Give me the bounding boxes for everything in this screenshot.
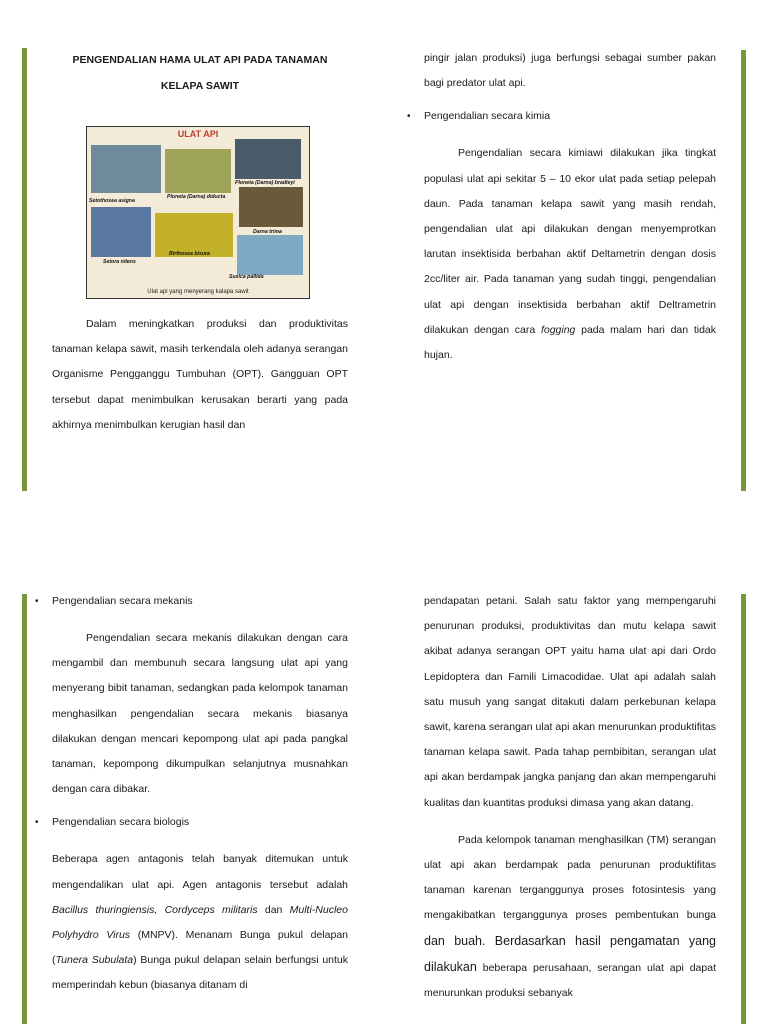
tm-text-large: dan buah. Berdasarkan hasil pengamatan yang dilakukan [424, 933, 716, 974]
mekanis-paragraph: Pengendalian secara mekanis dilakukan dengan cara mengambil dan membunuh secara langsung ulat api yang menyerang bibit tanaman, sedangkan pada kelompok tanaman menghasilkan pengendalian secara mekanis biasanya dilakukan dengan mencari kepompong ulat api pada pangkal tanaman, kepompong dikumpulkan selanjutnya musnahkan dengan cara dibakar. [52, 632, 348, 796]
photo-darna-trima [239, 187, 303, 227]
bottom-right-column [424, 589, 716, 1006]
label-ploneta-bradleyi: Ploneta (Darna) bradleyi [235, 180, 295, 186]
biologis-paragraph [52, 847, 348, 998]
bio-text-4: ) Bunga pukul delapan selain berfungsi untuk memperindah kebun (biasanya ditanam di [52, 954, 349, 992]
document-page-top [0, 0, 768, 500]
left-margin-bar [22, 594, 27, 1024]
photo-ploneta-bradleyi [235, 139, 301, 179]
bullet-icon: • [35, 817, 39, 829]
ulat-api-figure [86, 126, 310, 299]
document-title [52, 48, 348, 99]
title-line-1: PENGENDALIAN HAMA ULAT API PADA TANAMAN [72, 54, 328, 66]
tm-paragraph [424, 828, 716, 1006]
kimia-italic: fogging [540, 323, 576, 336]
kimia-text-2: pada malam hari dan tidak hujan. [424, 323, 716, 362]
bullet-icon: • [407, 111, 411, 123]
tm-text-1: Pada kelompok tanaman menghasilkan (TM) serangan ulat api akan berdampak pada penurunan produktifitas tanaman karenan terganggunya proses fotosintesis yang mengakibatkan terganggunya proses pembentukan bunga [424, 833, 716, 922]
intro-paragraph: Dalam meningkatkan produksi dan produktivitas tanaman kelapa sawit, masih terkendala oleh adanya serangan Organisme Pengganggu Tumbuhan (OPT). Gangguan OPT tersebut dapat menimbulkan kerusakan berarti yang pada akhirnya menimbulkan kerugian hasil dan [52, 318, 348, 431]
kimia-heading [407, 104, 716, 129]
bio-italic-2: Multi-Nucleo Polyhydro Virus [52, 903, 348, 942]
label-setothosea: Setothosea asigna [89, 198, 135, 204]
figure-title: ULAT API [177, 129, 219, 139]
biologis-heading-text: Pengendalian secara biologis [52, 816, 190, 829]
mekanis-heading-text: Pengendalian secara mekanis [52, 595, 193, 607]
label-setora: Setora nitens [103, 259, 136, 265]
bio-text-3: (MNPV). Menanam Bunga pukul delapan ( [52, 929, 349, 967]
left-margin-bar [22, 48, 27, 491]
continued-paragraph: pingir jalan produksi) juga berfungsi sebagai sumber pakan bagi predator ulat api. [424, 52, 716, 90]
label-birthosea: Birthosea bisura [169, 251, 210, 257]
kimia-heading-text: Pengendalian secara kimia [424, 110, 551, 123]
bio-text-2: dan [257, 903, 290, 916]
photo-setora [91, 207, 151, 257]
bio-text-1: Beberapa agen antagonis telah banyak ditemukan untuk mengendalikan ulat api. Agen antagonis tersebut adalah [52, 853, 348, 891]
photo-susica [237, 235, 303, 275]
tm-text-2: beberapa perusahaan, serangan ulat api dapat menurunkan produksi sebanyak [424, 961, 716, 1000]
biologis-heading [35, 810, 348, 835]
top-left-text [52, 312, 348, 438]
photo-setothosea [91, 145, 161, 193]
photo-ploneta-diducta [165, 149, 231, 193]
top-left-column [52, 48, 348, 99]
top-right-column [407, 46, 716, 368]
figure-caption: Ulat api yang menyerang kalapa sawit [147, 289, 249, 295]
right-margin-bar [741, 50, 746, 491]
bottom-left-column [35, 589, 349, 999]
label-ploneta-diducta: Ploneta (Darna) diducta [167, 194, 226, 200]
label-susica: Susica pallida [229, 274, 264, 280]
impact-paragraph: pendapatan petani. Salah satu faktor yang mempengaruhi penurunan produksi, produktivitas dan mutu kelapa sawit akibat adanya serangan OPT yaitu hama ulat api dari Ordo Lepidoptera dan Famili Limacodidae. Ulat api adalah salah satu musuh yang sangat ditakuti dalam perkebunan kelapa sawit, karena serangan ulat api akan menurunkan produktifitas tanaman kelapa sawit. Pada tahap pembibitan, serangan ulat api akan berdampak jangka panjang dan akan mempengaruhi kualitas dan kuantitas produksi dimasa yang akan datang. [424, 595, 716, 809]
right-margin-bar [741, 594, 746, 1024]
title-line-2: KELAPA SAWIT [160, 79, 240, 92]
bio-italic-3: Tunera Subulata [55, 954, 134, 967]
kimia-paragraph [424, 141, 716, 368]
bullet-icon: • [35, 596, 39, 607]
mekanis-heading [35, 589, 348, 614]
document-page-bottom [0, 560, 768, 1024]
label-darna-trima: Darna trima [253, 229, 282, 235]
kimia-text-1: Pengendalian secara kimiawi dilakukan jika tingkat populasi ulat api sekitar 5 – 10 ekor ulat pada setiap pelepah daun. Pada tanaman kelapa sawit yang masih rendah, pengendalian ulat api dilakukan dengan menyemprotkan larutan insektisida berbahan aktif Deltametrin dengan dosis 2cc/liter air. Pada tanaman yang sudah tinggi, pengendalian ulat api dengan insektisida berbahan aktif Deltrametrin dilakukan dengan cara [424, 147, 716, 336]
bio-italic-1: Bacillus thuringiensis, Cordyceps militaris [52, 903, 258, 916]
